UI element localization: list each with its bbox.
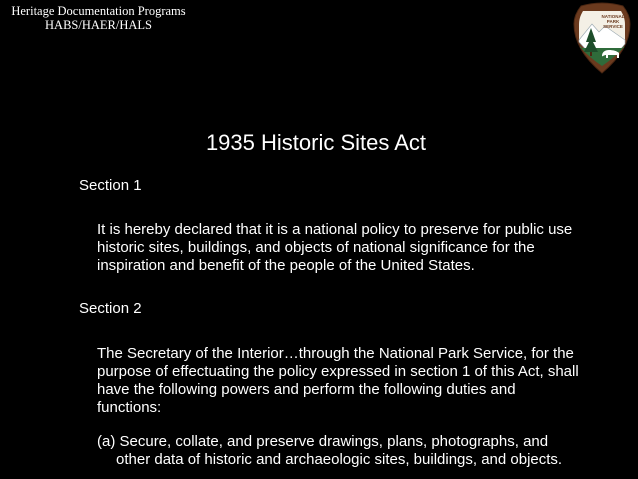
organization-name: Heritage Documentation Programs xyxy=(11,4,186,18)
section-1-line: It is hereby declared that it is a national policy to preserve for public use xyxy=(97,221,573,238)
section-1-line: inspiration and benefit of the people of the United States. xyxy=(97,257,475,274)
item-a-line: (a) Secure, collate, and preserve drawings, plans, photographs, and xyxy=(97,433,549,450)
program-acronyms: HABS/HAER/HALS xyxy=(45,18,152,32)
arrowhead-icon xyxy=(572,2,632,74)
section-2-item-a xyxy=(97,433,562,469)
section-2-line: purpose of effectuating the policy expressed in section 1 of this Act, shall xyxy=(97,363,579,380)
section-1-heading: Section 1 xyxy=(79,177,142,194)
section-1-line: historic sites, buildings, and objects of national significance for the xyxy=(97,239,535,256)
item-a-line: other data of historic and archaeologic sites, buildings, and objects. xyxy=(116,451,563,468)
organization-label xyxy=(6,4,191,32)
section-2-line: functions: xyxy=(97,399,162,416)
section-2-heading: Section 2 xyxy=(79,300,142,317)
logo-text-service: SERVICE xyxy=(603,24,623,29)
nps-arrowhead-logo-icon xyxy=(572,2,632,74)
section-2-line: have the following powers and perform the following duties and xyxy=(97,381,516,398)
slide-title: 1935 Historic Sites Act xyxy=(205,130,427,155)
logo-text-park: PARK xyxy=(606,19,620,24)
logo-text-national: NATIONAL xyxy=(601,14,625,19)
section-2-text xyxy=(97,345,579,417)
section-2-line: The Secretary of the Interior…through the National Park Service, for the xyxy=(97,345,574,362)
section-1-text xyxy=(97,221,572,275)
